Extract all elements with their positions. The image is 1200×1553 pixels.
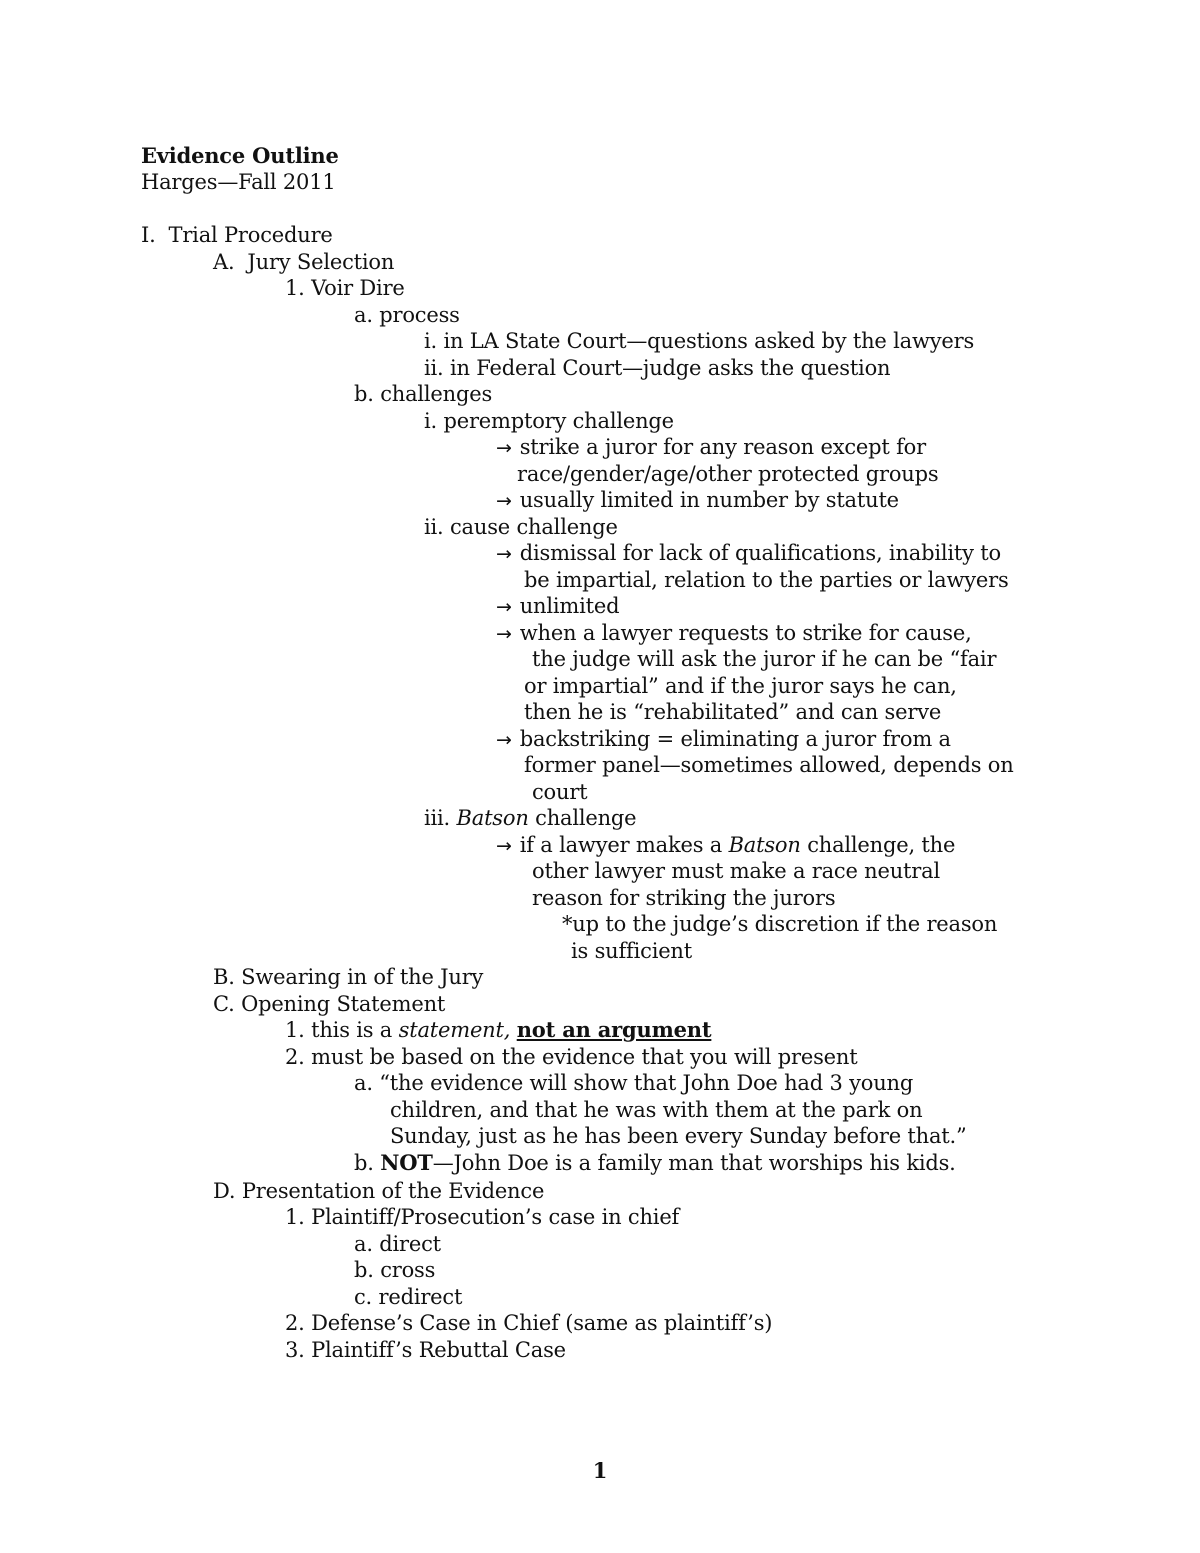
outline-marker: I.: [141, 223, 156, 247]
emphasis-text: not an argument: [516, 1017, 712, 1042]
bullet-cause-4-cont: former panel—sometimes allowed, depends on: [524, 753, 1014, 777]
outline-item-A1: 1. Voir Dire: [285, 276, 405, 300]
bullet-cause-3-cont: then he is “rehabilitated” and can serve: [524, 700, 942, 724]
emphasis-text: NOT: [380, 1150, 433, 1175]
outline-item-C1: 1. this is a statement, not an argument: [285, 1017, 712, 1042]
arrow-right-icon: →: [496, 623, 512, 645]
arrow-right-icon: →: [496, 543, 512, 565]
outline-item-C2a: a. “the evidence will show that John Doe had 3 young: [354, 1071, 914, 1095]
case-name: Batson: [728, 833, 801, 857]
bullet-cause-3-cont: the judge will ask the juror if he can be “fair: [532, 647, 997, 671]
bullet-cause-3-cont: or impartial” and if the juror says he can,: [524, 674, 957, 698]
outline-item-D3: 3. Plaintiff’s Rebuttal Case: [285, 1338, 566, 1362]
page-number: 1: [592, 1458, 608, 1483]
outline-item-C: C. Opening Statement: [213, 992, 446, 1016]
outline-item-D1c: c. redirect: [354, 1285, 463, 1309]
outline-item-A: [213, 249, 394, 275]
outline-item-D1a: a. direct: [354, 1232, 441, 1256]
document-subtitle: Harges—Fall 2011: [141, 170, 336, 194]
bullet-cause-3: → when a lawyer requests to strike for cause,: [496, 621, 972, 645]
outline-item-A1b: b. challenges: [354, 382, 493, 406]
outline-item-D2: 2. Defense’s Case in Chief (same as plaintiff’s): [285, 1311, 773, 1335]
bullet-batson-1-cont: other lawyer must make a race neutral: [532, 859, 940, 883]
outline-item-A1a-ii: ii. in Federal Court—judge asks the question: [424, 356, 891, 380]
outline-item-C2a-cont: Sunday, just as he has been every Sunday before that.”: [390, 1124, 967, 1148]
outline-item-D1b: b. cross: [354, 1258, 436, 1282]
outline-item-C2b: b. NOT—John Doe is a family man that worships his kids.: [354, 1150, 956, 1175]
bullet-cause-2: → unlimited: [496, 594, 620, 618]
batson-note: *up to the judge’s discretion if the reason: [562, 912, 998, 936]
outline-text: Jury Selection: [247, 250, 395, 274]
arrow-right-icon: →: [496, 437, 512, 459]
outline-text: Trial Procedure: [168, 223, 333, 247]
outline-item-C2a-cont: children, and that he was with them at the park on: [390, 1098, 923, 1122]
outline-item-D: D. Presentation of the Evidence: [213, 1179, 545, 1203]
outline-item-I: [141, 222, 333, 248]
outline-item-B: B. Swearing in of the Jury: [213, 965, 484, 989]
document-title: Evidence Outline: [141, 143, 339, 168]
bullet-peremptory-1-cont: race/gender/age/other protected groups: [517, 462, 939, 486]
outline-marker: A.: [213, 250, 235, 274]
arrow-right-icon: →: [496, 490, 512, 512]
outline-item-D1: 1. Plaintiff/Prosecution’s case in chief: [285, 1205, 680, 1229]
bullet-batson-1-cont: reason for striking the jurors: [532, 886, 836, 910]
outline-item-A1b-ii: ii. cause challenge: [424, 515, 618, 539]
bullet-cause-4: → backstriking = eliminating a juror from a: [496, 727, 951, 751]
bullet-batson-1: → if a lawyer makes a Batson challenge, the: [496, 833, 956, 857]
outline-item-A1a: a. process: [354, 303, 460, 327]
bullet-cause-4-cont: court: [532, 780, 588, 804]
case-name: Batson: [456, 806, 529, 830]
outline-item-A1b-i: i. peremptory challenge: [424, 409, 674, 433]
bullet-peremptory-1: → strike a juror for any reason except for: [496, 435, 926, 459]
bullet-cause-1: → dismissal for lack of qualifications, inability to: [496, 541, 1001, 565]
outline-item-C2: 2. must be based on the evidence that you will present: [285, 1045, 858, 1069]
bullet-peremptory-2: → usually limited in number by statute: [496, 488, 899, 512]
outline-item-A1a-i: i. in LA State Court—questions asked by the lawyers: [424, 329, 975, 353]
arrow-right-icon: →: [496, 729, 512, 751]
outline-item-A1b-iii: iii. Batson challenge: [424, 806, 637, 830]
batson-note-cont: is sufficient: [571, 939, 693, 963]
arrow-right-icon: →: [496, 596, 512, 618]
bullet-cause-1-cont: be impartial, relation to the parties or lawyers: [524, 568, 1009, 592]
arrow-right-icon: →: [496, 835, 512, 857]
